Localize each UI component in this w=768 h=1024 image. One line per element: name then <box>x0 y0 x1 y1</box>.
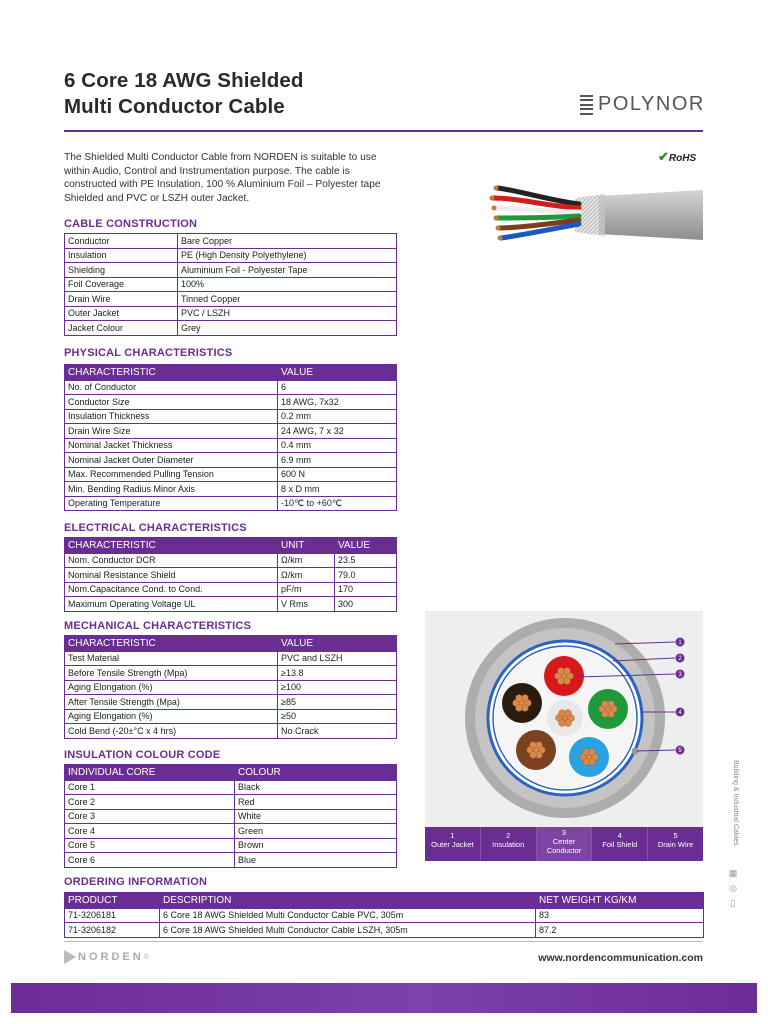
table-cell: Core 2 <box>65 795 235 810</box>
table-row <box>65 424 397 439</box>
callout-1: 1 <box>678 640 682 646</box>
table-cell: Grey <box>178 321 397 336</box>
table-cell: pF/m <box>278 582 335 597</box>
header-divider <box>64 130 703 132</box>
column-header: VALUE <box>278 636 397 652</box>
table-cell: Core 1 <box>65 780 235 795</box>
side-icons <box>727 866 739 911</box>
table-cell: Insulation <box>65 248 178 263</box>
table-cell: Conductor Size <box>65 395 278 410</box>
table-cell: ≥13.8 <box>278 666 397 681</box>
table-row <box>65 824 397 839</box>
table-row <box>65 908 704 923</box>
cable-cross-section-panel <box>425 611 703 861</box>
cross-section-legend <box>425 827 703 861</box>
cable-photo <box>487 178 703 248</box>
table-cell: Core 5 <box>65 838 235 853</box>
signal-icon: ◎ <box>729 883 737 893</box>
table-row <box>65 809 397 824</box>
table-cell: Drain Wire <box>65 292 178 307</box>
table-row <box>65 380 397 395</box>
ordering-information-table <box>64 892 704 938</box>
table-cell: PE (High Density Polyethylene) <box>178 248 397 263</box>
cable-cross-section-diagram <box>425 611 703 827</box>
table-cell: Foil Coverage <box>65 277 178 292</box>
table-cell: Nom. Conductor DCR <box>65 553 278 568</box>
table-cell: ≥100 <box>278 680 397 695</box>
table-row <box>65 482 397 497</box>
table-row <box>65 306 397 321</box>
table-cell: 6 Core 18 AWG Shielded Multi Conductor Cable PVC, 305m <box>160 908 536 923</box>
table-cell: Aging Elongation (%) <box>65 709 278 724</box>
table-cell: PVC / LSZH <box>178 306 397 321</box>
building-icon: ▦ <box>728 868 738 878</box>
table-row <box>65 838 397 853</box>
table-cell: ≥85 <box>278 695 397 710</box>
column-header: NET WEIGHT KG/KM <box>536 893 704 909</box>
table-row <box>65 795 397 810</box>
physical-characteristics-table <box>64 364 397 511</box>
table-row <box>65 438 397 453</box>
table-cell: 24 AWG, 7 x 32 <box>278 424 397 439</box>
table-cell: Core 3 <box>65 809 235 824</box>
table-cell: -10℃ to +60℃ <box>278 496 397 511</box>
table-cell: Before Tensile Strength (Mpa) <box>65 666 278 681</box>
table-row <box>65 409 397 424</box>
table-cell: Red <box>235 795 397 810</box>
table-cell: Shielding <box>65 263 178 278</box>
table-cell: Jacket Colour <box>65 321 178 336</box>
table-row <box>65 568 397 583</box>
table-cell: Tinned Copper <box>178 292 397 307</box>
table-cell: 0.2 mm <box>278 409 397 424</box>
table-cell: 6 <box>278 380 397 395</box>
rohs-label: RoHS <box>668 153 697 164</box>
table-row <box>65 553 397 568</box>
physical-characteristics-heading: PHYSICAL CHARACTERISTICS <box>64 347 233 359</box>
column-header: VALUE <box>335 538 397 554</box>
table-cell: Core 4 <box>65 824 235 839</box>
table-cell: PVC and LSZH <box>278 651 397 666</box>
callout-2: 2 <box>678 656 682 662</box>
electrical-characteristics-heading: ELECTRICAL CHARACTERISTICS <box>64 522 247 534</box>
table-row <box>65 395 397 410</box>
table-cell: 23.5 <box>335 553 397 568</box>
column-header: CHARACTERISTIC <box>65 365 278 381</box>
column-header: PRODUCT <box>65 893 160 909</box>
table-row <box>65 724 397 739</box>
table-cell: Black <box>235 780 397 795</box>
table-row <box>65 695 397 710</box>
rohs-badge <box>658 149 696 165</box>
table-cell: No Crack <box>278 724 397 739</box>
norden-logo <box>64 950 149 964</box>
table-cell: Blue <box>235 853 397 868</box>
table-cell: Green <box>235 824 397 839</box>
legend-foil-shield: 4 Foil Shield <box>592 827 648 861</box>
table-row <box>65 680 397 695</box>
ordering-information-heading: ORDERING INFORMATION <box>64 876 208 888</box>
table-cell: Nominal Jacket Thickness <box>65 438 278 453</box>
table-row <box>65 709 397 724</box>
table-row <box>65 321 397 336</box>
callout-4: 4 <box>678 710 682 716</box>
table-cell: Aging Elongation (%) <box>65 680 278 695</box>
norden-arrow-icon <box>64 950 76 964</box>
table-cell: Nom.Capacitance Cond. to Cond. <box>65 582 278 597</box>
table-cell: 71-3206181 <box>65 908 160 923</box>
table-cell: Test Material <box>65 651 278 666</box>
table-cell: Ω/km <box>278 553 335 568</box>
footer-band <box>11 983 757 1013</box>
table-row <box>65 597 397 612</box>
column-header: DESCRIPTION <box>160 893 536 909</box>
table-cell: Cold Bend (-20±°C x 4 hrs) <box>65 724 278 739</box>
table-cell: Min. Bending Radius Minor Axis <box>65 482 278 497</box>
table-row <box>65 666 397 681</box>
table-cell: 6 Core 18 AWG Shielded Multi Conductor Cable LSZH, 305m <box>160 923 536 938</box>
table-cell: Bare Copper <box>178 234 397 249</box>
table-cell: 83 <box>536 908 704 923</box>
footer-divider <box>64 941 703 942</box>
mechanical-characteristics-table <box>64 635 397 739</box>
insulation-colour-code-table <box>64 764 397 868</box>
table-cell: Insulation Thickness <box>65 409 278 424</box>
table-row <box>65 263 397 278</box>
column-header: CHARACTERISTIC <box>65 538 278 554</box>
side-category-text: Building & Industrial Cables <box>732 760 739 846</box>
table-cell: 18 AWG, 7x32 <box>278 395 397 410</box>
norden-logo-text: NORDEN <box>78 951 144 963</box>
table-cell: White <box>235 809 397 824</box>
table-row <box>65 453 397 468</box>
table-cell: Core 6 <box>65 853 235 868</box>
table-cell: 71-3206182 <box>65 923 160 938</box>
table-cell: Conductor <box>65 234 178 249</box>
registered-mark: ® <box>143 953 149 961</box>
table-cell: Nominal Jacket Outer Diameter <box>65 453 278 468</box>
table-cell: 79.0 <box>335 568 397 583</box>
column-header: CHARACTERISTIC <box>65 636 278 652</box>
table-cell: Nominal Resistance Shield <box>65 568 278 583</box>
electrical-characteristics-table <box>64 537 397 612</box>
polynor-logo-icon <box>580 95 593 115</box>
table-cell: Maximum Operating Voltage UL <box>65 597 278 612</box>
table-cell: 87.2 <box>536 923 704 938</box>
table-row <box>65 582 397 597</box>
table-cell: 600 N <box>278 467 397 482</box>
column-header: COLOUR <box>235 765 397 781</box>
cable-construction-heading: CABLE CONSTRUCTION <box>64 218 198 230</box>
table-row <box>65 780 397 795</box>
table-row <box>65 923 704 938</box>
table-cell: Ω/km <box>278 568 335 583</box>
column-header: UNIT <box>278 538 335 554</box>
table-cell: Drain Wire Size <box>65 424 278 439</box>
table-cell: Brown <box>235 838 397 853</box>
callout-3: 3 <box>678 672 682 678</box>
website-url[interactable]: www.nordencommunication.com <box>538 952 703 964</box>
polynor-logo-text: POLYNOR <box>598 93 705 115</box>
table-cell: 6.9 mm <box>278 453 397 468</box>
polynor-logo <box>580 93 705 116</box>
device-icon: ▯ <box>730 898 736 908</box>
title-line-2: Multi Conductor Cable <box>64 95 285 118</box>
column-header: INDIVIDUAL CORE <box>65 765 235 781</box>
table-cell: Operating Temperature <box>65 496 278 511</box>
table-cell: 8 x D mm <box>278 482 397 497</box>
table-cell: Aluminium Foil - Polyester Tape <box>178 263 397 278</box>
table-row <box>65 292 397 307</box>
table-cell: Max. Recommended Pulling Tension <box>65 467 278 482</box>
table-row <box>65 467 397 482</box>
table-cell: 300 <box>335 597 397 612</box>
column-header: VALUE <box>278 365 397 381</box>
cable-construction-table <box>64 233 397 336</box>
legend-drain-wire: 5 Drain Wire <box>648 827 703 861</box>
table-row <box>65 853 397 868</box>
page-title <box>64 68 304 120</box>
table-cell: 0.4 mm <box>278 438 397 453</box>
mechanical-characteristics-heading: MECHANICAL CHARACTERISTICS <box>64 620 252 632</box>
table-row <box>65 277 397 292</box>
table-cell: ≥50 <box>278 709 397 724</box>
table-cell: No. of Conductor <box>65 380 278 395</box>
table-row <box>65 496 397 511</box>
check-icon: ✔ <box>658 149 669 164</box>
legend-insulation: 2 Insulation <box>481 827 537 861</box>
insulation-colour-code-heading: INSULATION COLOUR CODE <box>64 749 221 761</box>
table-row <box>65 651 397 666</box>
intro-paragraph: The Shielded Multi Conductor Cable from NORDEN is suitable to use within Audio, Control and Instrumentation purpose. The cable is constructed with PE Insulation, 100 % Aluminium Foil – Polyester tape Shielded and PVC or LSZH outer Jacket. <box>64 152 381 204</box>
table-cell: V Rms <box>278 597 335 612</box>
title-line-1: 6 Core 18 AWG Shielded <box>64 69 304 92</box>
table-row <box>65 248 397 263</box>
table-cell: 170 <box>335 582 397 597</box>
legend-outer-jacket: 1 Outer Jacket <box>425 827 481 861</box>
table-cell: 100% <box>178 277 397 292</box>
table-row <box>65 234 397 249</box>
callout-5: 5 <box>678 748 682 754</box>
table-cell: Outer Jacket <box>65 306 178 321</box>
legend-center-conductor: 3 Center Conductor <box>537 827 593 861</box>
table-cell: After Tensile Strength (Mpa) <box>65 695 278 710</box>
